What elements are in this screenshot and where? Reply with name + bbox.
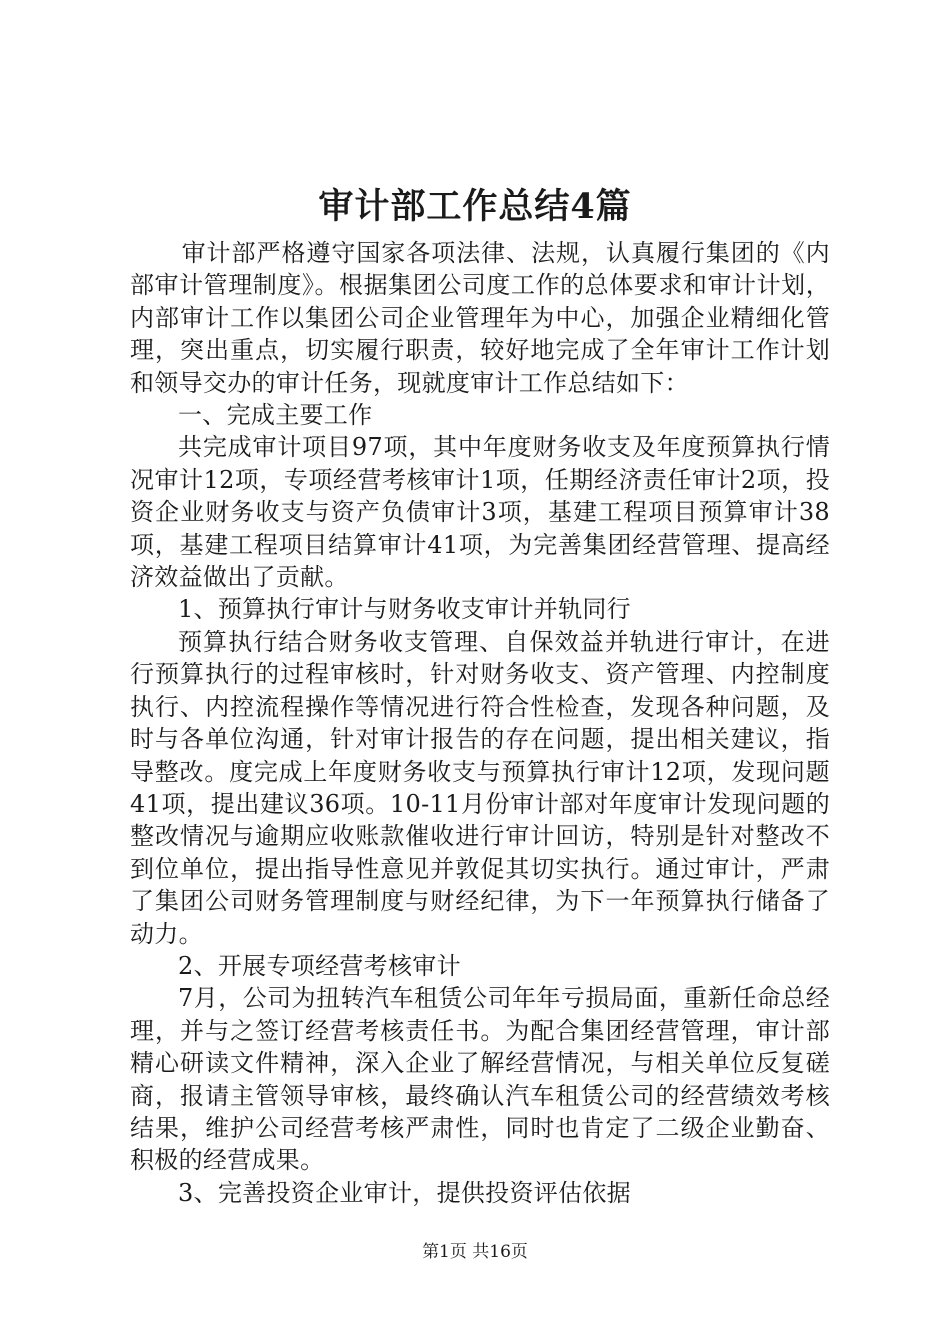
document-body: [130, 237, 830, 1209]
subheading-special-audit: 2、开展专项经营考核审计: [178, 951, 461, 980]
document-title: 审计部工作总结4篇: [318, 186, 632, 227]
intro-paragraph: 审计部严格遵守国家各项法律、法规，认真履行集团的《内部审计管理制度》。根据集团公司度工作的总体要求和审计计划，内部审计工作以集团公司企业管理年为中心，加强企业精细化管理，突出重点，切实履行职责，较好地完成了全年审计工作计划和领导交办的审计任务，现就度审计工作总结如下：: [130, 239, 830, 397]
subheading-budget-audit: 1、预算执行审计与财务收支审计并轨同行: [178, 595, 631, 624]
paragraph-budget-audit: 预算执行结合财务收支管理、自保效益并轨进行审计，在进行预算执行的过程审核时，针对财务收支、资产管理、内控制度执行、内控流程操作等情况进行符合性检查，发现各种问题，及时与各单位沟通，针对审计报告的存在问题，提出相关建议，指导整改。度完成上年度财务收支与预算执行审计12项，发现问题41项，提出建议36项。10-11月份审计部对年度审计发现问题的整改情况与逾期应收账款催收进行审计回访，特别是针对整改不到位单位，提出指导性意见并敦促其切实执行。通过审计，严肃了集团公司财务管理制度与财经纪律，为下一年预算执行储备了动力。: [130, 627, 830, 948]
section-heading-main-work: 一、完成主要工作: [178, 401, 373, 430]
paragraph-audit-projects: 共完成审计项目97项，其中年度财务收支及年度预算执行情况审计12项，专项经营考核审计1项，任期经济责任审计2项，投资企业财务收支与资产负债审计3项，基建工程项目预算审计38项，基建工程项目结算审计41项，为完善集团经营管理、提高经济效益做出了贡献。: [130, 433, 830, 592]
subheading-investment-audit: 3、完善投资企业审计，提供投资评估依据: [178, 1178, 631, 1207]
paragraph-special-audit: 7月，公司为扭转汽车租赁公司年年亏损局面，重新任命总经理，并与之签订经营考核责任书。为配合集团经营管理，审计部精心研读文件精神，深入企业了解经营情况，与相关单位反复磋商，报请主管领导审核，最终确认汽车租赁公司的经营绩效考核结果，维护公司经营考核严肃性，同时也肯定了二级企业勤奋、积极的经营成果。: [130, 984, 830, 1175]
page-footer: 第1页 共16页: [422, 1242, 528, 1262]
